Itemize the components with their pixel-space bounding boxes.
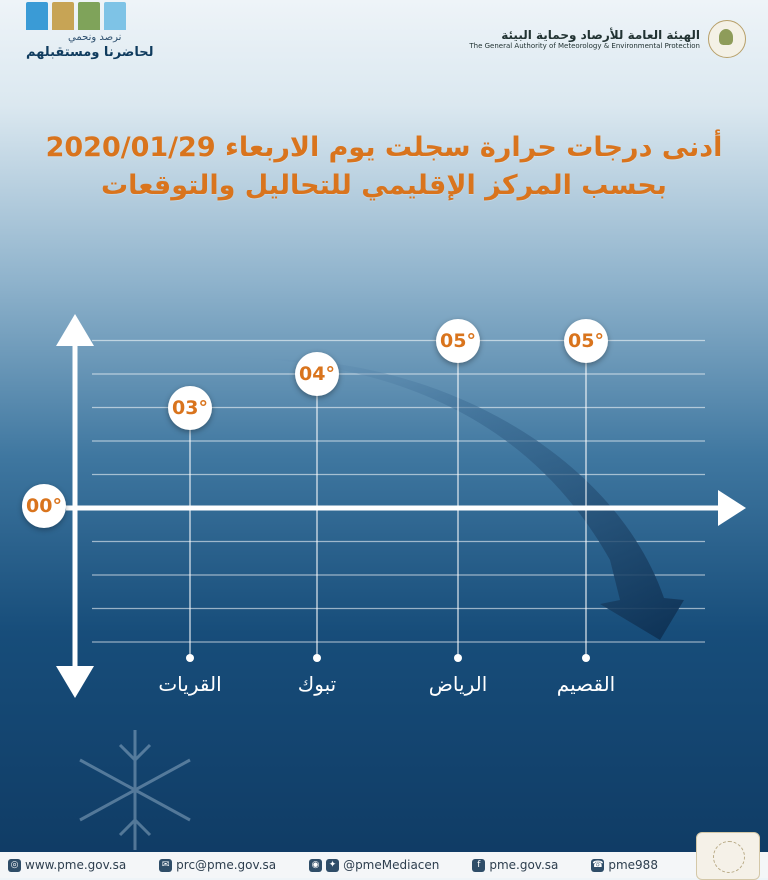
y-axis-up-arrow-icon [56,314,94,346]
category-label: الرياض [428,672,488,696]
footer-bar [0,852,768,878]
x-axis-arrow-icon [718,490,746,526]
footer-phone[interactable]: ☎ pme988 [592,858,658,872]
footer-social[interactable]: ◉ ✦ @pmeMediacen [309,858,439,872]
category-label: تبوك [297,672,337,696]
value-point: 05° [564,319,608,363]
trend-arrow-icon [170,356,684,640]
logo-tagline-large: لحاضرنا ومستقبلهم [26,45,154,60]
instagram-icon: ◉ [309,859,322,872]
snowflake-icon [60,720,210,860]
page-title: أدنى درجات حرارة سجلت يوم الاربعاء 2020/01/29 [45,132,723,163]
authority-name-ar: الهيئة العامة للأرصاد وحماية البيئة [501,28,700,42]
origin-value-label: 00° [22,484,66,528]
anniversary-stamp-icon [696,832,760,880]
footer-website[interactable]: ◎ www.pme.gov.sa [8,858,126,872]
category-label: القريات [158,672,222,696]
value-point: 04° [295,352,339,396]
twitter-icon: ✦ [326,859,339,872]
value-point: 05° [436,319,480,363]
globe-icon: ◎ [8,859,21,872]
stem-dot [582,654,590,662]
page-subtitle: بحسب المركز الإقليمي للتحاليل والتوقعات [101,170,667,201]
mail-icon: ✉ [159,859,172,872]
authority-name-en: The General Authority of Meteorology & Environmental Protection [469,42,700,50]
stem-dot [186,654,194,662]
logo-tagline-small: نرصد ونحمي [68,32,122,43]
value-point: 03° [168,386,212,430]
footer-facebook[interactable]: f pme.gov.sa [472,858,558,872]
category-label: القصيم [556,672,616,696]
stem-dot [454,654,462,662]
phone-icon: ☎ [592,859,604,870]
y-axis-down-arrow-icon [56,666,94,698]
stem-dot [313,654,321,662]
facebook-icon: f [472,859,485,872]
footer-email[interactable]: ✉ prc@pme.gov.sa [159,858,276,872]
